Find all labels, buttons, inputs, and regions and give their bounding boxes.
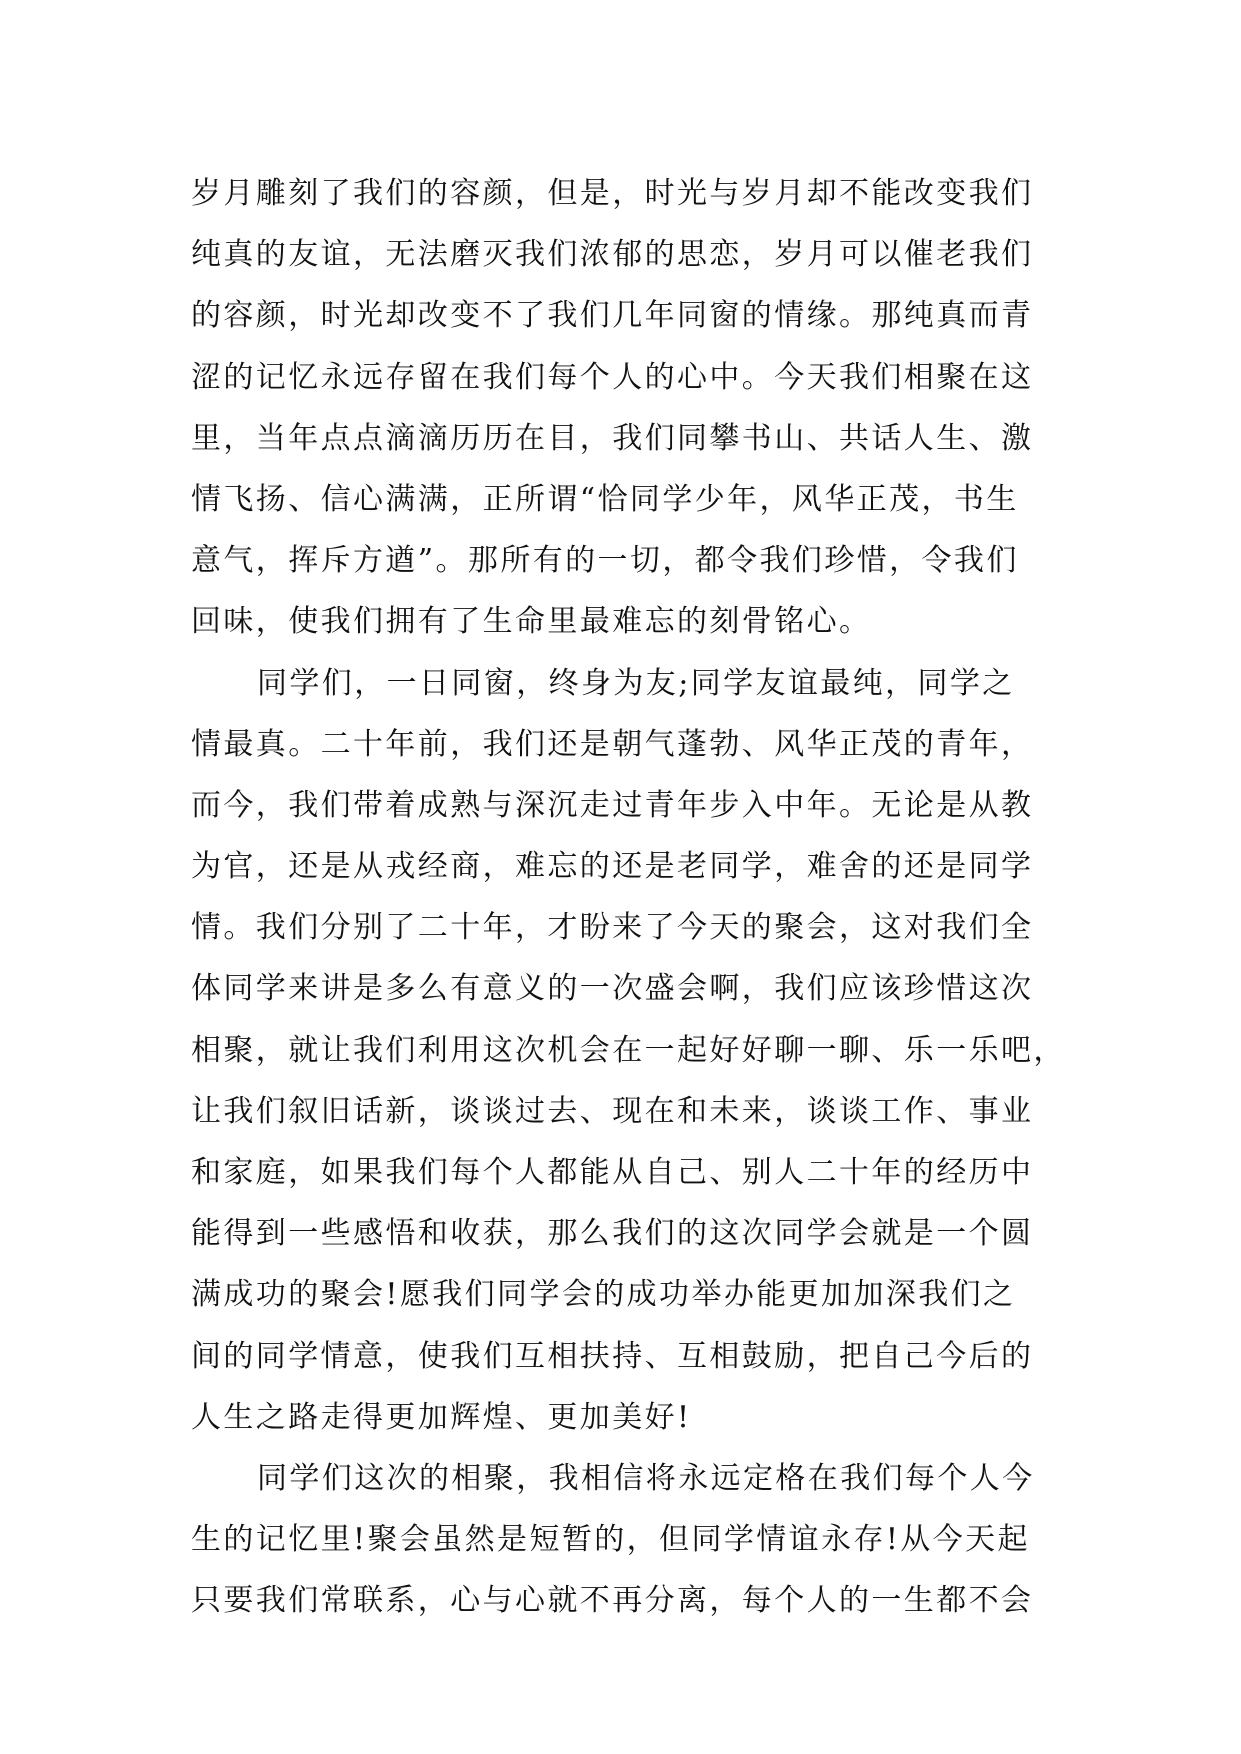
text-line: 涩的记忆永远存留在我们每个人的心中。今天我们相聚在这 — [191, 359, 1034, 395]
text-line: 相聚，就让我们利用这次机会在一起好好聊一聊、乐一乐吧， — [191, 1032, 1066, 1068]
document-body — [191, 163, 1071, 1632]
text-line: 而今，我们带着成熟与深沉走过青年步入中年。无论是从教 — [191, 787, 1034, 823]
text-line: 间的同学情意，使我们互相扶持、互相鼓励，把自己今后的 — [191, 1338, 1034, 1374]
text-line: 只要我们常联系，心与心就不再分离，每个人的一生都不会 — [191, 1583, 1034, 1619]
text-line: 回味，使我们拥有了生命里最难忘的刻骨铭心。 — [191, 604, 872, 640]
text-line: 满成功的聚会!愿我们同学会的成功举办能更加加深我们之 — [191, 1277, 1016, 1313]
paragraph-start-line: 同学们，一日同窗，终身为友;同学友谊最纯，同学之 — [257, 665, 1015, 701]
paragraph-start-line: 同学们这次的相聚，我相信将永远定格在我们每个人今 — [257, 1460, 1035, 1496]
text-line: 体同学来讲是多么有意义的一次盛会啊，我们应该珍惜这次 — [191, 971, 1034, 1007]
text-line: 意气，挥斥方遒”。那所有的一切，都令我们珍惜，令我们 — [191, 543, 1019, 579]
text-line: 岁月雕刻了我们的容颜，但是，时光与岁月却不能改变我们 — [191, 176, 1034, 211]
text-line: 纯真的友谊，无法磨灭我们浓郁的思恋，岁月可以催老我们 — [191, 237, 1034, 273]
text-line: 能得到一些感悟和收获，那么我们的这次同学会就是一个圆 — [191, 1216, 1034, 1252]
text-line: 人生之路走得更加辉煌、更加美好! — [191, 1399, 692, 1435]
text-line: 情。我们分别了二十年，才盼来了今天的聚会，这对我们全 — [191, 910, 1034, 946]
text-line: 情飞扬、信心满满，正所谓“恰同学少年，风华正茂，书生 — [191, 481, 1019, 517]
text-line: 情最真。二十年前，我们还是朝气蓬勃、风华正茂的青年， — [191, 726, 1034, 762]
text-line: 让我们叙旧话新，谈谈过去、现在和未来，谈谈工作、事业 — [191, 1093, 1034, 1129]
text-line: 里，当年点点滴滴历历在目，我们同攀书山、共话人生、激 — [191, 420, 1034, 456]
text-line: 的容颜，时光却改变不了我们几年同窗的情缘。那纯真而青 — [191, 298, 1034, 334]
text-line: 生的记忆里!聚会虽然是短暂的，但同学情谊永存!从今天起 — [191, 1522, 1030, 1558]
text-line: 为官，还是从戎经商，难忘的还是老同学，难舍的还是同学 — [191, 849, 1034, 885]
text-line: 和家庭，如果我们每个人都能从自己、别人二十年的经历中 — [191, 1155, 1034, 1190]
